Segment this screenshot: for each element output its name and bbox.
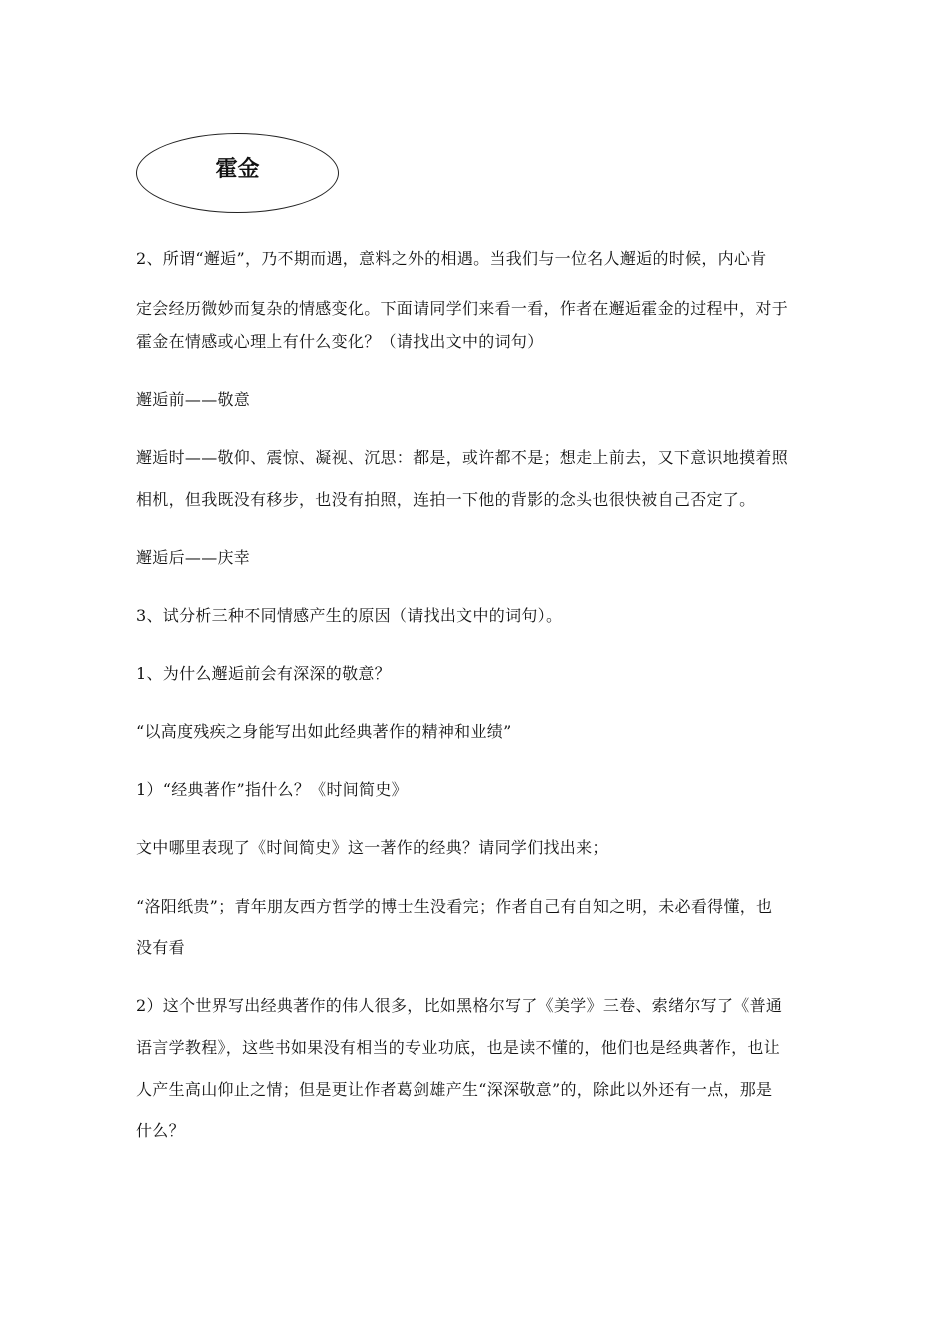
paragraph-line: “洛阳纸贵”；青年朋友西方哲学的博士生没看完；作者自己有自知之明，未必看得懂，也 <box>136 897 773 916</box>
title-oval-text: 霍金 <box>215 156 260 182</box>
paragraph-line: “以高度残疾之身能写出如此经典著作的精神和业绩” <box>136 722 512 741</box>
paragraph-line: 相机，但我既没有移步，也没有拍照，连拍一下他的背影的念头也很快被自己否定了。 <box>136 490 756 509</box>
title-oval <box>136 133 339 213</box>
paragraph-line: 1、为什么邂逅前会有深深的敬意？ <box>136 664 391 683</box>
paragraph-line: 3、试分析三种不同情感产生的原因（请找出文中的词句）。 <box>136 606 563 625</box>
paragraph-line: 什么？ <box>136 1121 185 1140</box>
paragraph-line: 语言学教程》，这些书如果没有相当的专业功底，也是读不懂的，他们也是经典著作，也让 <box>136 1038 781 1057</box>
paragraph-line: 2）这个世界写出经典著作的伟人很多，比如黑格尔写了《美学》三卷、索绪尔写了《普通 <box>136 996 783 1015</box>
paragraph-line: 邂逅时——敬仰、震惊、凝视、沉思：都是，或许都不是；想走上前去，又下意识地摸着照 <box>136 448 789 467</box>
paragraph-line: 邂逅前——敬意 <box>136 390 251 409</box>
paragraph-line: 1）“经典著作”指什么？《时间简史》 <box>136 780 408 799</box>
paragraph-line: 人产生高山仰止之情；但是更让作者葛剑雄产生“深深敬意”的，除此以外还有一点，那是 <box>136 1080 773 1099</box>
paragraph-line: 文中哪里表现了《时间简史》这一著作的经典？请同学们找出来； <box>136 838 609 857</box>
paragraph-line: 定会经历微妙而复杂的情感变化。下面请同学们来看一看，作者在邂逅霍金的过程中，对于 <box>136 299 789 318</box>
paragraph-line: 霍金在情感或心理上有什么变化？（请找出文中的词句） <box>136 332 544 351</box>
paragraph-line: 邂逅后——庆幸 <box>136 548 251 567</box>
paragraph-line: 2、所谓“邂逅”，乃不期而遇，意料之外的相遇。当我们与一位名人邂逅的时候，内心肯 <box>136 249 767 268</box>
paragraph-line: 没有看 <box>136 938 185 957</box>
